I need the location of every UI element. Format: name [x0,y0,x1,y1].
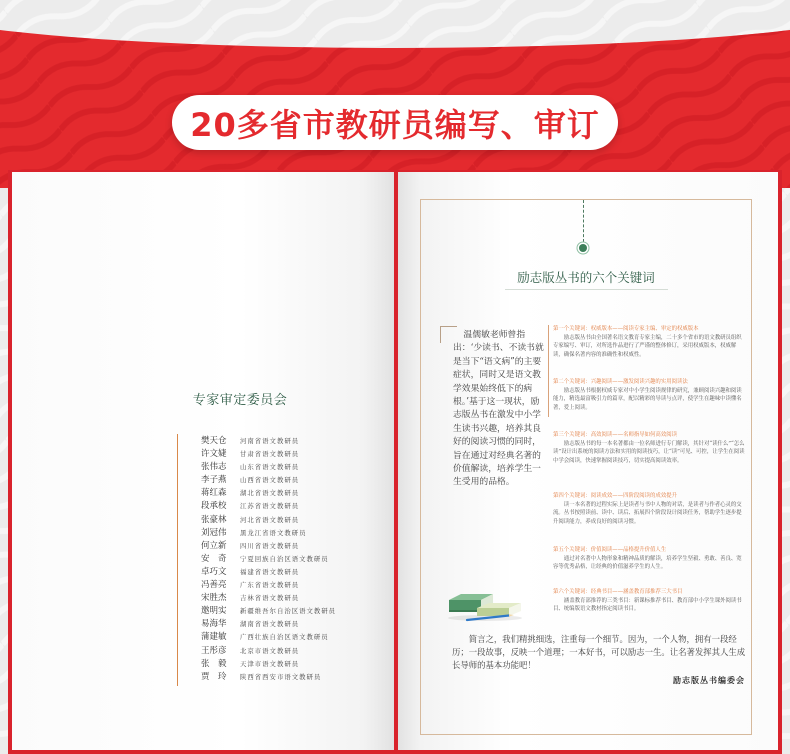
member-name: 何立新 [201,540,227,551]
member-name: 刘冠伟 [201,527,227,538]
keyword-body: 涵盖教育部推荐的三类书目：新课标推荐书目、教育部中小学生课外阅读书目、统编版语文教材指定阅读书目。 [553,597,742,613]
committee-row [201,523,336,536]
committee-row [201,549,336,562]
committee-accent-line [177,434,178,686]
keyword-section-2 [553,378,746,412]
member-affiliation: 广东省语文教研员 [240,581,300,590]
keyword-heading: 第二个关键词：兴趣阅读——激发阅读兴趣的实用阅读法 [553,379,688,385]
committee-row [201,470,336,486]
member-name: 张 毅 [201,658,227,669]
keyword-section-6 [553,588,746,614]
committee-row [201,588,336,604]
committee-row [201,667,336,680]
keyword-body: 通过对名著中人物形象和精神品质的解读，培养学生坚毅、勇敢、善良、宽容等优秀品格，让经典的价值滋养学生的人生。 [553,555,742,571]
member-affiliation: 天津市语文教研员 [240,659,300,668]
member-name: 张伟志 [201,462,227,473]
keyword-body: 励志版丛书的每一本名著都由一位名师进行专门解读，其针对“读什么”“怎么读”设计出系统的阅读方法和实用的阅读技巧，让“读”可见、可控，让学生在阅读中学会阅读，快速掌握阅读技巧，切实提高阅读效率。 [553,440,745,464]
keyword-body: 读一本名著的过程实际上是读者与书中人物的对话，是读者与作者心灵的交流。丛书按照读前、读中、读后、拓展四个阶段设计阅读任务，帮助学生逐步提升阅读能力，养成良好的阅读习惯。 [553,501,742,525]
keyword-heading: 第四个关键词：阅读成效——四阶段阅读的成效提升 [553,493,677,499]
member-name: 张豪林 [201,514,227,525]
committee-row [201,457,336,473]
committee-row [201,444,336,460]
keyword-heading: 第三个关键词：高效阅读——名师指导如何高效阅读 [553,432,677,438]
committee-row [201,496,336,512]
member-name: 贾 玲 [201,671,227,682]
committee-row [201,654,336,667]
member-name: 邀明实 [201,606,227,617]
member-affiliation: 宁夏回族自治区语文教研员 [240,554,329,563]
member-name: 李子燕 [201,475,227,486]
keyword-body: 励志版丛书由全国著名语文教育专家主编，二十多个省市的语文教研员组织专家编写、审订，对所选作品进行了严谨的整体修订，采用权威版本，权威解读，确保名著内容的准确性和权威性。 [553,334,742,358]
column-divider [548,325,549,417]
headline-text: 20多省市教研员编写、审订 [190,105,600,144]
member-name: 宋胜杰 [201,593,227,604]
member-affiliation: 河北省语文教研员 [240,515,300,524]
editorial-signature: 励志版丛书编委会 [673,675,745,685]
committee-row [201,641,336,654]
member-name: 蒋红森 [201,488,227,499]
committee-row [201,601,337,617]
committee-row [201,431,336,444]
member-name: 易海华 [201,619,227,630]
committee-row [201,536,336,549]
member-name: 卓巧文 [201,566,227,577]
member-name: 王彤彦 [201,645,227,656]
member-affiliation: 湖北省语文教研员 [240,489,300,498]
member-affiliation: 河南省语文教研员 [240,437,300,445]
keyword-heading: 第六个关键词：经典书目——涵盖教育部推荐三大书目 [553,589,683,595]
keyword-section-3 [553,431,746,465]
committee-row [201,627,336,643]
keyword-body: 励志版丛书根据权威专家对中小学生阅读规律的研究，兼顾阅读兴趣和阅读能力，精选最富吸引力的篇章，配以精彩的导读与点评，使学生在趣味中读懂名著，爱上阅读。 [553,387,742,411]
right-page [398,172,778,750]
member-affiliation: 广西壮族自治区语文教研员 [240,633,329,642]
member-affiliation: 甘肃省语文教研员 [240,450,300,459]
headline-banner [172,95,618,150]
member-name: 段承校 [201,501,227,512]
member-affiliation: 陕西省西安市语文教研员 [240,672,322,681]
member-name: 蒲建敏 [201,632,227,643]
ornament-dot [579,244,587,252]
member-affiliation: 山东省语文教研员 [240,463,300,472]
dotted-ornament-line [583,200,584,242]
member-affiliation: 江苏省语文教研员 [240,502,300,511]
keywords-title: 励志版丛书的六个关键词 [517,270,655,285]
committee-row [201,575,336,591]
member-name: 冯善亮 [201,580,227,591]
committee-row [201,614,336,630]
committee-row [201,483,336,499]
committee-row [201,562,336,575]
green-book-spine-band [449,610,481,612]
member-affiliation: 北京市语文教研员 [240,646,300,655]
books-illustration [443,588,523,622]
member-affiliation: 山西省语文教研员 [240,476,300,485]
member-affiliation: 福建省语文教研员 [240,567,300,576]
closing-paragraph: 简言之，我们精挑细选，注重每一个细节。因为，一个人物，拥有一段经历；一段故事，反映一个道理；一本好书，可以励志一生。让名著发挥其人生成长导师的基本功能吧！ [452,634,746,670]
keyword-section-1 [553,325,746,359]
committee-title: 专家审定委员会 [192,393,288,408]
keyword-section-4 [553,492,746,526]
intro-paragraph: 温儒敏老师曾指出：‘少读书、不读书就是当下“语文病”的主要症状，同时又是语文教学效果始终低下的病根。’基于这一现状，励志版丛书在激发中小学生读书兴趣，培养其良好的阅读习惯的同时，旨在通过对经典名著的价值解读，培养学生一生受用的品格。 [453,330,544,488]
title-underline [505,289,668,290]
keyword-heading: 第一个关键词：权威版本——阅读专家主编、审定的权威版本 [553,326,699,332]
keyword-section-5 [553,546,746,572]
committee-list [201,431,336,680]
member-name: 樊天仓 [201,436,227,446]
left-page [12,172,394,750]
member-name: 许文婕 [201,449,227,460]
member-affiliation: 黑龙江省语文教研员 [240,528,307,537]
member-affiliation: 湖南省语文教研员 [240,620,300,629]
member-name: 安 奇 [201,553,227,564]
member-affiliation: 新疆维吾尔自治区语文教研员 [240,607,337,616]
cream-book-cover [477,608,509,616]
member-affiliation: 四川省语文教研员 [240,541,300,550]
committee-row [201,510,336,523]
member-affiliation: 吉林省语文教研员 [240,594,300,603]
keyword-heading: 第五个关键词：价值阅读——品格提升价值人生 [553,547,667,553]
